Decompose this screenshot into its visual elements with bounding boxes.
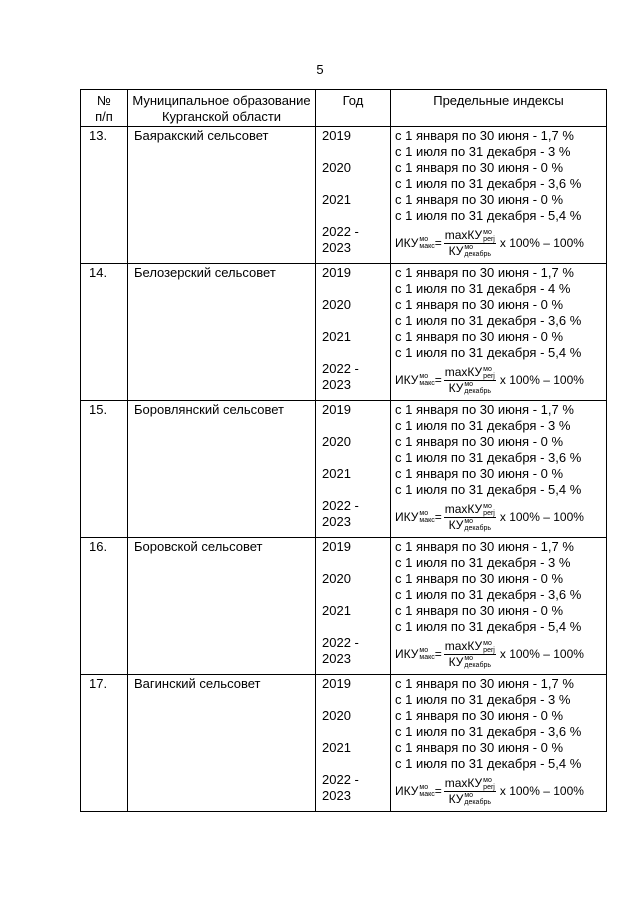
table-row <box>81 538 607 675</box>
formula-denom-sub: декабрь <box>464 525 491 533</box>
index-formula <box>395 772 602 810</box>
index-cell <box>391 127 607 264</box>
index-line: с 1 января по 30 июня - 1,7 % <box>395 128 574 143</box>
municipality-name: Белозерский сельсовет <box>128 264 316 401</box>
row-number: 15. <box>81 401 128 538</box>
year-label: 2019 <box>322 539 351 554</box>
formula-denom-sup: мо <box>464 381 474 389</box>
indices-table <box>80 89 607 812</box>
formula-denominator <box>449 381 491 396</box>
index-line: с 1 июля по 31 декабря - 3 % <box>395 418 571 433</box>
index-line: с 1 июля по 31 декабря - 3,6 % <box>395 313 582 328</box>
index-line: с 1 января по 30 июня - 0 % <box>395 329 564 344</box>
index-line: с 1 июля по 31 декабря - 4 % <box>395 281 571 296</box>
formula-numer-sup: мо <box>483 365 492 373</box>
formula-lhs: ИКУ <box>395 236 419 250</box>
index-line: с 1 июля по 31 декабря - 3 % <box>395 555 571 570</box>
municipality-name: Боровлянский сельсовет <box>128 401 316 538</box>
index-line: с 1 января по 30 июня - 0 % <box>395 708 564 723</box>
formula-numerator <box>444 502 496 518</box>
formula-denom-sub: декабрь <box>464 662 491 670</box>
formula-numer-sub: perj <box>483 783 495 791</box>
formula-eq: = <box>434 647 442 661</box>
formula-denom-text: КУ <box>448 654 464 669</box>
index-line: с 1 января по 30 июня - 1,7 % <box>395 402 574 417</box>
years-cell <box>316 538 391 675</box>
formula-numerator <box>444 639 496 655</box>
header-name: Муниципальное образование Курганской области <box>128 90 316 127</box>
formula-numer-sup: мо <box>483 776 492 784</box>
years-cell <box>316 401 391 538</box>
formula-denom-text: КУ <box>448 380 464 395</box>
formula-denominator <box>449 792 491 807</box>
formula-numer-sup: мо <box>483 228 492 236</box>
year-label: 2019 <box>322 676 351 691</box>
formula-numer-text: maxКУ <box>444 775 483 790</box>
index-line: с 1 июля по 31 декабря - 3 % <box>395 692 571 707</box>
year-label: 2022 - 2023 <box>322 772 359 803</box>
table-row <box>81 264 607 401</box>
formula-denominator <box>449 244 491 259</box>
formula-denom-sup: мо <box>464 244 474 252</box>
index-line: с 1 июля по 31 декабря - 5,4 % <box>395 482 582 497</box>
index-cell <box>391 264 607 401</box>
row-number: 14. <box>81 264 128 401</box>
formula-denom-text: КУ <box>448 791 464 806</box>
formula-numer-scripts <box>483 366 495 380</box>
table-row <box>81 675 607 812</box>
formula-denominator <box>449 518 491 533</box>
formula-lhs-scripts <box>419 373 434 387</box>
formula-numer-scripts <box>483 229 495 243</box>
year-label: 2021 <box>322 329 351 344</box>
formula-tail: x 100% – 100% <box>499 510 584 524</box>
index-line: с 1 июля по 31 декабря - 3,6 % <box>395 450 582 465</box>
formula-numer-sub: perj <box>483 509 495 517</box>
formula-lhs: ИКУ <box>395 510 419 524</box>
year-label: 2022 - 2023 <box>322 361 359 392</box>
row-number: 16. <box>81 538 128 675</box>
year-label: 2020 <box>322 160 351 175</box>
index-line: с 1 января по 30 июня - 1,7 % <box>395 539 574 554</box>
index-line: с 1 января по 30 июня - 0 % <box>395 466 564 481</box>
municipality-name: Вагинский сельсовет <box>128 675 316 812</box>
year-label: 2019 <box>322 265 351 280</box>
formula-fraction <box>444 639 496 670</box>
years-cell <box>316 127 391 264</box>
page-number: 5 <box>316 62 324 77</box>
formula-lhs-sub: макс <box>419 517 435 524</box>
formula-numer-text: maxКУ <box>444 364 483 379</box>
formula-eq: = <box>434 373 442 387</box>
formula-fraction <box>444 228 496 259</box>
row-number: 17. <box>81 675 128 812</box>
formula-numerator <box>444 365 496 381</box>
years-cell <box>316 264 391 401</box>
formula-fraction <box>444 776 496 807</box>
formula-lhs-scripts <box>419 236 434 250</box>
formula-numer-sub: perj <box>483 646 495 654</box>
index-line: с 1 июля по 31 декабря - 5,4 % <box>395 208 582 223</box>
formula-numer-text: maxКУ <box>444 227 483 242</box>
header-year: Год <box>316 90 391 127</box>
year-label: 2021 <box>322 192 351 207</box>
formula-eq: = <box>434 510 442 524</box>
formula-lhs: ИКУ <box>395 784 419 798</box>
year-label: 2020 <box>322 297 351 312</box>
formula-numer-text: maxКУ <box>444 638 483 653</box>
index-line: с 1 июля по 31 декабря - 3 % <box>395 144 571 159</box>
year-label: 2020 <box>322 434 351 449</box>
formula-tail: x 100% – 100% <box>499 784 584 798</box>
formula-denom-text: КУ <box>448 243 464 258</box>
index-formula <box>395 498 602 536</box>
municipality-name: Боровской сельсовет <box>128 538 316 675</box>
formula-numer-sup: мо <box>483 639 492 647</box>
formula-denom-sub: декабрь <box>464 251 491 259</box>
formula-tail: x 100% – 100% <box>499 236 584 250</box>
index-formula <box>395 224 602 262</box>
index-line: с 1 января по 30 июня - 0 % <box>395 434 564 449</box>
formula-numer-sup: мо <box>483 502 492 510</box>
formula-denom-sup: мо <box>464 655 474 663</box>
index-formula <box>395 635 602 673</box>
index-line: с 1 января по 30 июня - 0 % <box>395 160 564 175</box>
formula-numerator <box>444 776 496 792</box>
index-line: с 1 июля по 31 декабря - 5,4 % <box>395 756 582 771</box>
formula-tail: x 100% – 100% <box>499 373 584 387</box>
years-cell <box>316 675 391 812</box>
index-line: с 1 января по 30 июня - 0 % <box>395 192 564 207</box>
index-line: с 1 июля по 31 декабря - 3,6 % <box>395 587 582 602</box>
year-label: 2021 <box>322 466 351 481</box>
formula-denom-scripts <box>464 655 491 669</box>
year-label: 2022 - 2023 <box>322 635 359 666</box>
index-line: с 1 января по 30 июня - 0 % <box>395 297 564 312</box>
formula-lhs-sup: мо <box>419 510 429 517</box>
municipality-name: Баяракский сельсовет <box>128 127 316 264</box>
index-formula <box>395 361 602 399</box>
table-header-row <box>81 90 607 127</box>
formula-denom-scripts <box>464 518 491 532</box>
formula-lhs-scripts <box>419 784 434 798</box>
index-line: с 1 января по 30 июня - 1,7 % <box>395 676 574 691</box>
formula-eq: = <box>434 784 442 798</box>
formula-denom-sup: мо <box>464 518 474 526</box>
year-label: 2022 - 2023 <box>322 224 359 255</box>
index-cell <box>391 538 607 675</box>
header-num: № п/п <box>81 90 128 127</box>
formula-numer-scripts <box>483 640 495 654</box>
table-row <box>81 401 607 538</box>
row-number: 13. <box>81 127 128 264</box>
year-label: 2021 <box>322 740 351 755</box>
formula-fraction <box>444 365 496 396</box>
formula-lhs-sub: макс <box>419 654 435 661</box>
year-label: 2020 <box>322 708 351 723</box>
formula-lhs-sup: мо <box>419 236 429 243</box>
formula-numer-text: maxКУ <box>444 501 483 516</box>
index-line: с 1 января по 30 июня - 0 % <box>395 740 564 755</box>
index-line: с 1 июля по 31 декабря - 3,6 % <box>395 724 582 739</box>
year-label: 2021 <box>322 603 351 618</box>
formula-eq: = <box>434 236 442 250</box>
formula-numerator <box>444 228 496 244</box>
formula-fraction <box>444 502 496 533</box>
formula-lhs-sub: макс <box>419 243 435 250</box>
formula-lhs-sub: макс <box>419 791 435 798</box>
year-label: 2019 <box>322 128 351 143</box>
formula-numer-scripts <box>483 503 495 517</box>
index-cell <box>391 675 607 812</box>
formula-denom-scripts <box>464 244 491 258</box>
formula-numer-sub: perj <box>483 235 495 243</box>
formula-numer-scripts <box>483 777 495 791</box>
formula-lhs-sup: мо <box>419 784 429 791</box>
formula-denom-text: КУ <box>448 517 464 532</box>
formula-lhs: ИКУ <box>395 647 419 661</box>
year-label: 2022 - 2023 <box>322 498 359 529</box>
index-line: с 1 июля по 31 декабря - 5,4 % <box>395 619 582 634</box>
formula-denominator <box>449 655 491 670</box>
formula-tail: x 100% – 100% <box>499 647 584 661</box>
year-label: 2020 <box>322 571 351 586</box>
formula-denom-scripts <box>464 381 491 395</box>
index-line: с 1 июля по 31 декабря - 3,6 % <box>395 176 582 191</box>
index-line: с 1 января по 30 июня - 1,7 % <box>395 265 574 280</box>
formula-numer-sub: perj <box>483 372 495 380</box>
index-line: с 1 июля по 31 декабря - 5,4 % <box>395 345 582 360</box>
index-line: с 1 января по 30 июня - 0 % <box>395 603 564 618</box>
formula-denom-sub: декабрь <box>464 388 491 396</box>
table-row <box>81 127 607 264</box>
formula-lhs-sup: мо <box>419 373 429 380</box>
formula-lhs: ИКУ <box>395 373 419 387</box>
index-line: с 1 января по 30 июня - 0 % <box>395 571 564 586</box>
formula-denom-sub: декабрь <box>464 799 491 807</box>
year-label: 2019 <box>322 402 351 417</box>
formula-lhs-sup: мо <box>419 647 429 654</box>
header-index: Предельные индексы <box>391 90 607 127</box>
formula-denom-sup: мо <box>464 792 474 800</box>
formula-lhs-sub: макс <box>419 380 435 387</box>
formula-denom-scripts <box>464 792 491 806</box>
index-cell <box>391 401 607 538</box>
formula-lhs-scripts <box>419 510 434 524</box>
formula-lhs-scripts <box>419 647 434 661</box>
